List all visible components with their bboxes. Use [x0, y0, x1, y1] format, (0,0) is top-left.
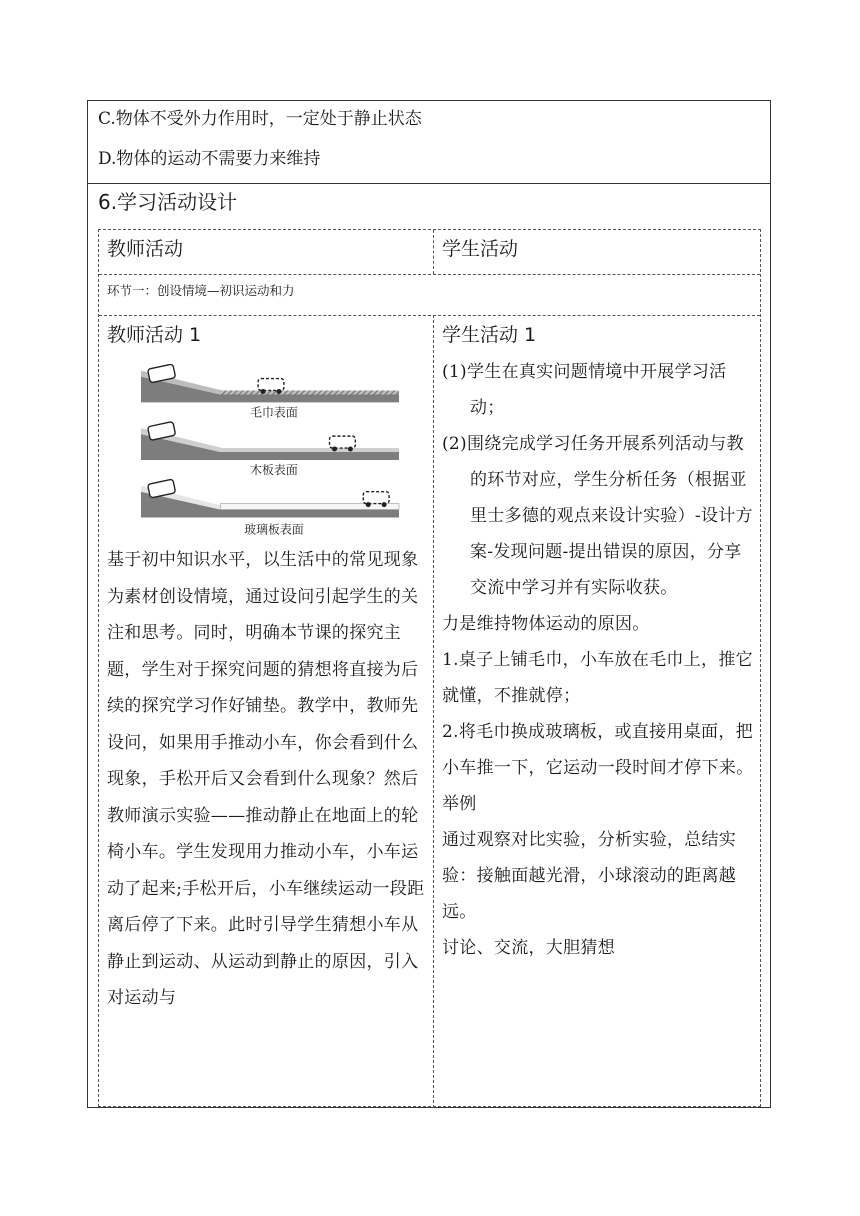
student-discuss: 讨论、交流，大胆猜想 — [442, 938, 615, 958]
header-student: 学生活动 — [442, 238, 519, 260]
column-divider — [433, 230, 434, 274]
student-step-2: 2.将毛巾换成玻璃板，或直接用桌面，把小车推一下，它运动一段时间才停下来。 — [442, 722, 754, 778]
caption-glass: 玻璃板表面 — [244, 522, 304, 537]
option-d: D.物体的运动不需要力来维持 — [98, 149, 321, 169]
ramp-towel-diagram — [141, 364, 399, 419]
document-table — [87, 100, 771, 1108]
student-item-1: (1)学生在真实问题情境中开展学习活动； — [442, 362, 727, 418]
section-title: 6.学习活动设计 — [98, 190, 238, 214]
activity-table — [98, 229, 761, 1107]
student-item-2: (2)围绕完成学习任务开展系列活动与教的环节对应，学生分析任务（根据亚里士多德的观点来设计实验）-设计方案-发现问题-提出错误的原因，分享交流中学习并有实际收获。 — [442, 434, 753, 598]
row-divider — [99, 315, 760, 316]
student-force-statement: 力是维持物体运动的原因。 — [442, 614, 650, 634]
student-example: 举例 — [442, 794, 477, 814]
row-divider — [88, 183, 770, 184]
option-c: C.物体不受外力作用时，一定处于静止状态 — [98, 109, 422, 129]
column-divider — [433, 315, 434, 1108]
caption-wood: 木板表面 — [250, 462, 298, 477]
ramp-experiment-figure — [139, 364, 401, 540]
ramp-glass-diagram — [141, 479, 399, 536]
student-step-1: 1.桌子上铺毛巾，小车放在毛巾上，推它就懂，不推就停； — [442, 650, 753, 706]
teacher-description: 基于初中知识水平，以生活中的常见现象为素材创设情境，通过设问引起学生的关注和思考。同时，明确本节课的探究主题，学生对于探究问题的猜想将直接为后续的探究学习作好铺垫。教学中，教师先设问，如果用手推动小车，你会看到什么现象，手松开后又会看到什么现象？然后教师演示实验——推动静止在地面上的轮椅小车。学生发现用力推动小车，小车运动了起来;手松开后，小车继续运动一段距离后停了下来。此时引导学生猜想小车从静止到运动、从运动到静止的原因，引入对运动与 — [107, 550, 425, 1008]
student-observe: 通过观察对比实验，分析实验，总结实验：接触面越光滑，小球滚动的距离越远。 — [442, 830, 737, 922]
student-activity-title: 学生活动 1 — [442, 324, 537, 346]
stage-title: 环节一：创设情境—初识运动和力 — [107, 283, 295, 298]
teacher-activity-title: 教师活动 1 — [107, 324, 202, 346]
student-activity-content — [442, 354, 758, 966]
row-divider — [99, 274, 760, 275]
ramp-wood-diagram — [141, 421, 399, 476]
header-teacher: 教师活动 — [107, 238, 184, 260]
caption-towel: 毛巾表面 — [250, 405, 298, 420]
